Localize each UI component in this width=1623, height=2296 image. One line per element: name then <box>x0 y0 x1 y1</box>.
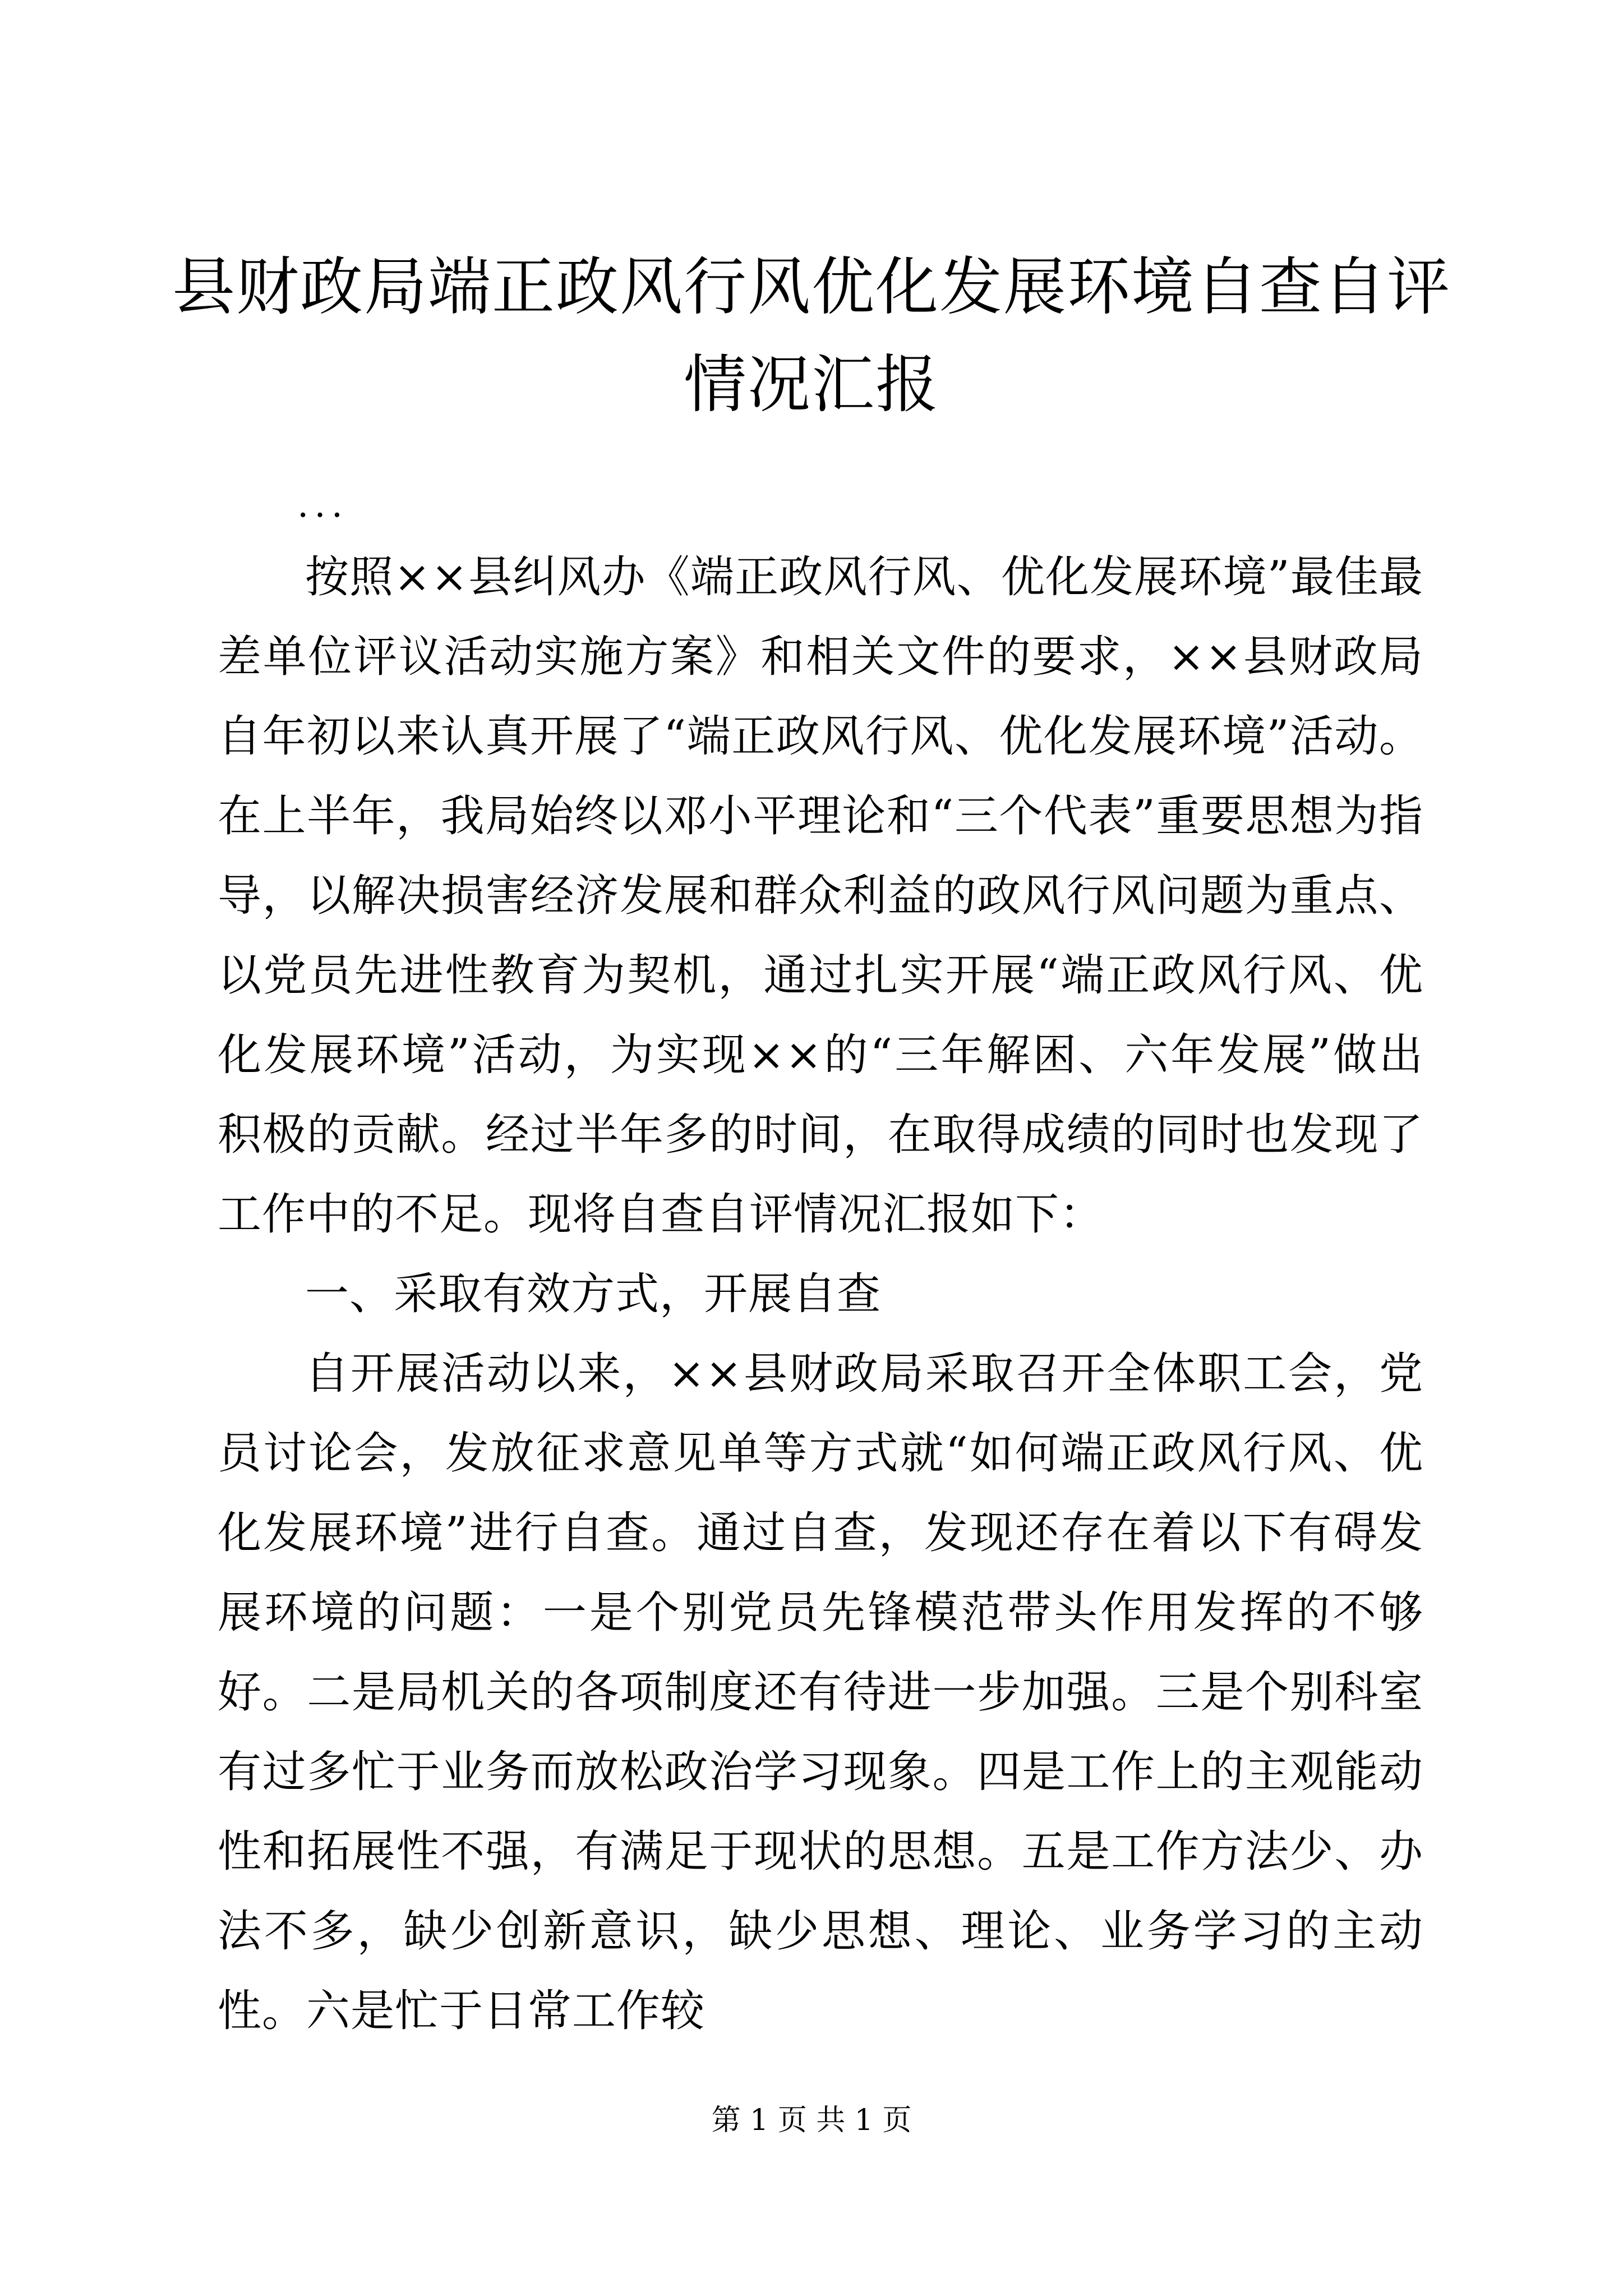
document-title: 县财政局端正政风行风优化发展环境自查自评情况汇报 <box>172 251 1451 421</box>
paragraph-self-check: 自开展活动以来，××县财政局采取召开全体职工会，党员讨论会，发放征求意见单等方式就“如何端正政风行风、优化发展环境”进行自查。通过自查，发现还存在着以下有碍发展环境的问题：一是个别党员先锋模范带头作用发挥的不够好。二是局机关的各项制度还有待进一步加强。三是个别科室有过多忙于业务而放松政治学习现象。四是工作上的主观能动性和拓展性不强，有满足于现状的思想。五是工作方法少、办法不多，缺少创新意识，缺少思想、理论、业务学习的主动性。六是忙于日常工作较 <box>218 1349 1423 2036</box>
page-footer: 第 1 页 共 1 页 <box>711 2104 912 2137</box>
paragraph-intro: 按照××县纠风办《端正政风行风、优化发展环境”最佳最差单位评议活动实施方案》和相关文件的要求，××县财政局自年初以来认真开展了“端正政风行风、优化发展环境”活动。在上半年，我局始终以邓小平理论和“三个代表”重要思想为指导，以解决损害经济发展和群众利益的政风行风问题为重点、以党员先进性教育为契机，通过扎实开展“端正政风行风、优化发展环境”活动，为实现××的“三年解困、六年发展”做出积极的贡献。经过半年多的时间，在取得成绩的同时也发现了工作中的不足。现将自查自评情况汇报如下： <box>218 552 1423 1240</box>
document-body <box>218 537 1423 2051</box>
ellipsis-marker: ... <box>297 484 349 526</box>
section-heading-1: 一、采取有效方式，开展自查 <box>305 1269 882 1319</box>
